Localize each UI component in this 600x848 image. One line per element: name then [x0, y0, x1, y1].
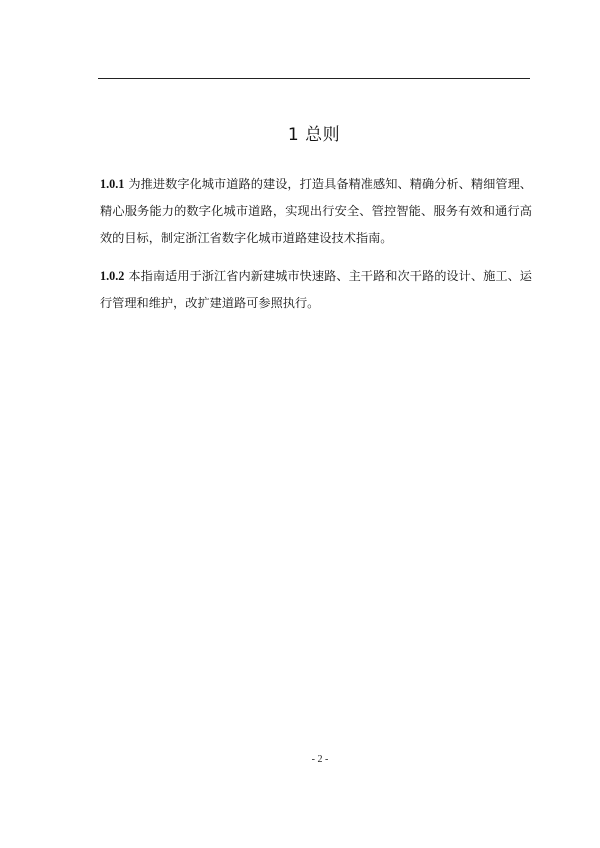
- clause-number: 1.0.1: [100, 177, 125, 191]
- header-rule: [98, 78, 530, 79]
- page-number: - 2 -: [311, 754, 329, 765]
- clause-1-0-1: [100, 171, 532, 252]
- clause-text: 为推进数字化城市道路的建设，打造具备精准感知、精确分析、精细管理、精心服务能力的数字化城市道路，实现出行安全、管控智能、服务有效和通行高效的目标，制定浙江省数字化城市道路建设技术指南。: [100, 177, 532, 245]
- clause-1-0-2: [100, 263, 532, 317]
- clause-number: 1.0.2: [100, 269, 125, 283]
- chapter-title: 1 总则: [287, 125, 341, 145]
- clause-text: 本指南适用于浙江省内新建城市快速路、主干路和次干路的设计、施工、运行管理和维护，改扩建道路可参照执行。: [100, 269, 532, 310]
